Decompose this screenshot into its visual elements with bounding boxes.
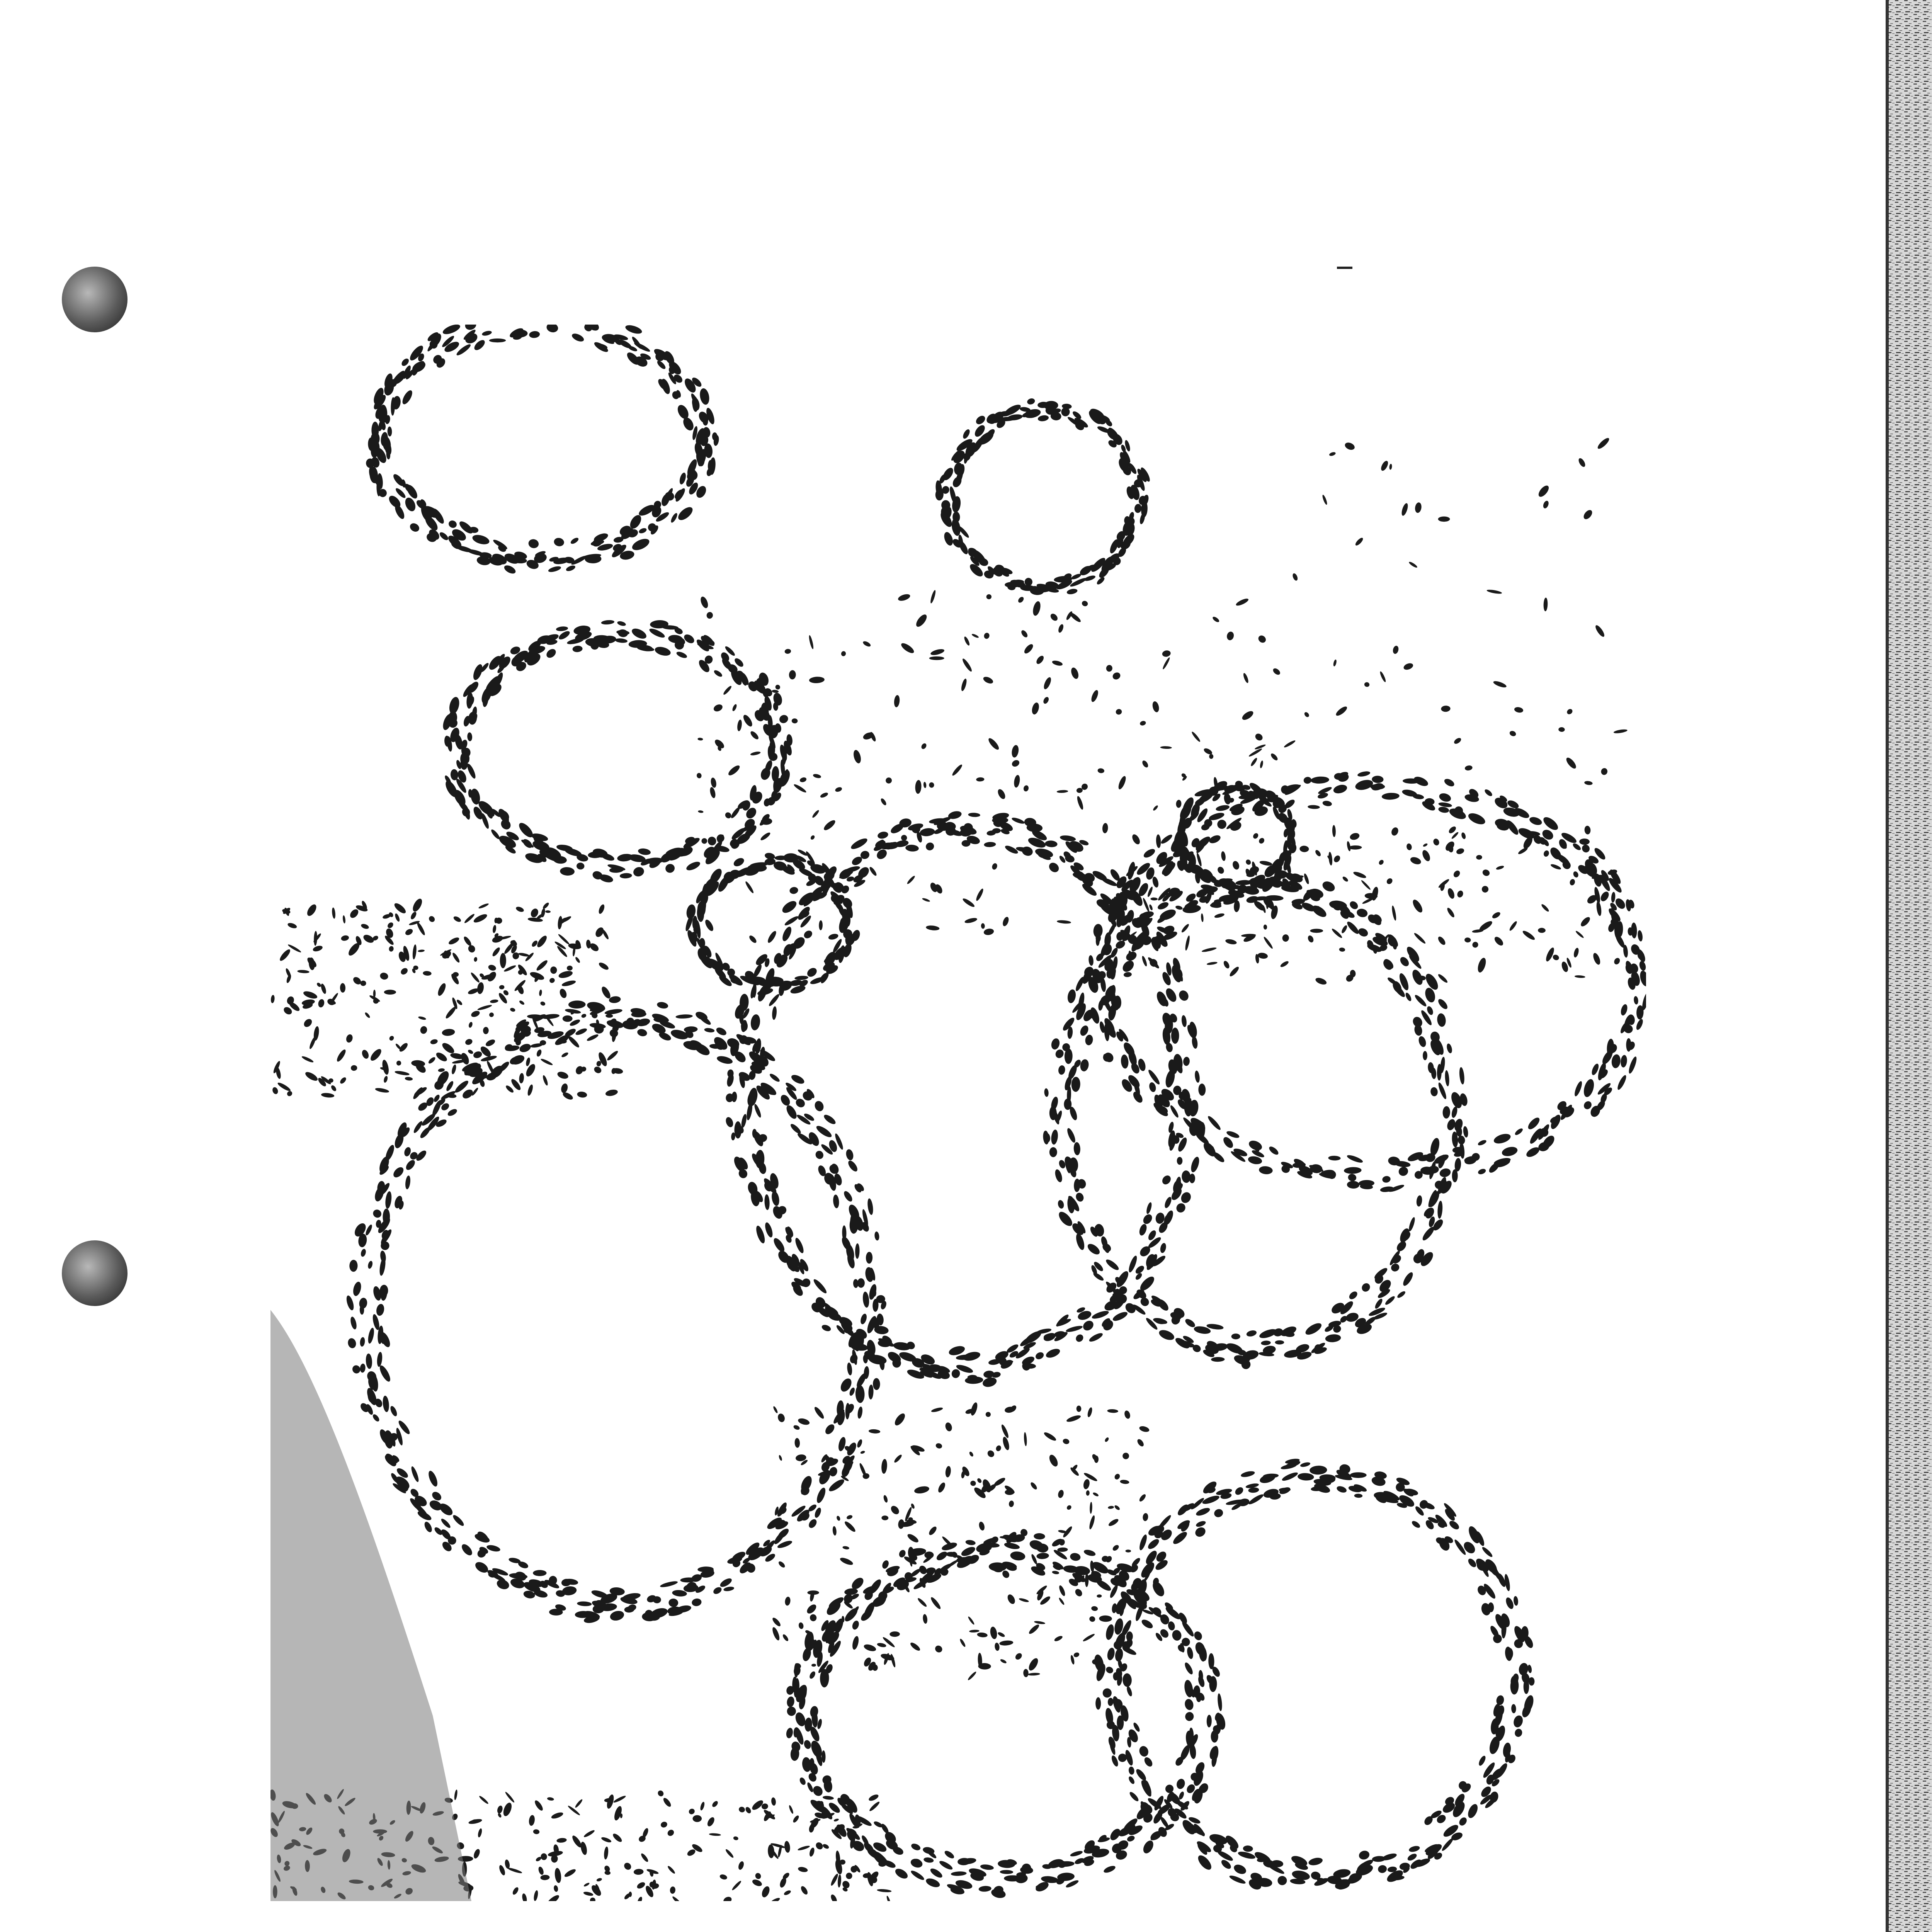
scan-speck [1337,267,1352,269]
thyroid-micrograph [270,325,1646,1901]
binder-hole-top [62,267,128,332]
scan-right-edge [1886,0,1932,1932]
binder-hole-middle [62,1240,128,1306]
